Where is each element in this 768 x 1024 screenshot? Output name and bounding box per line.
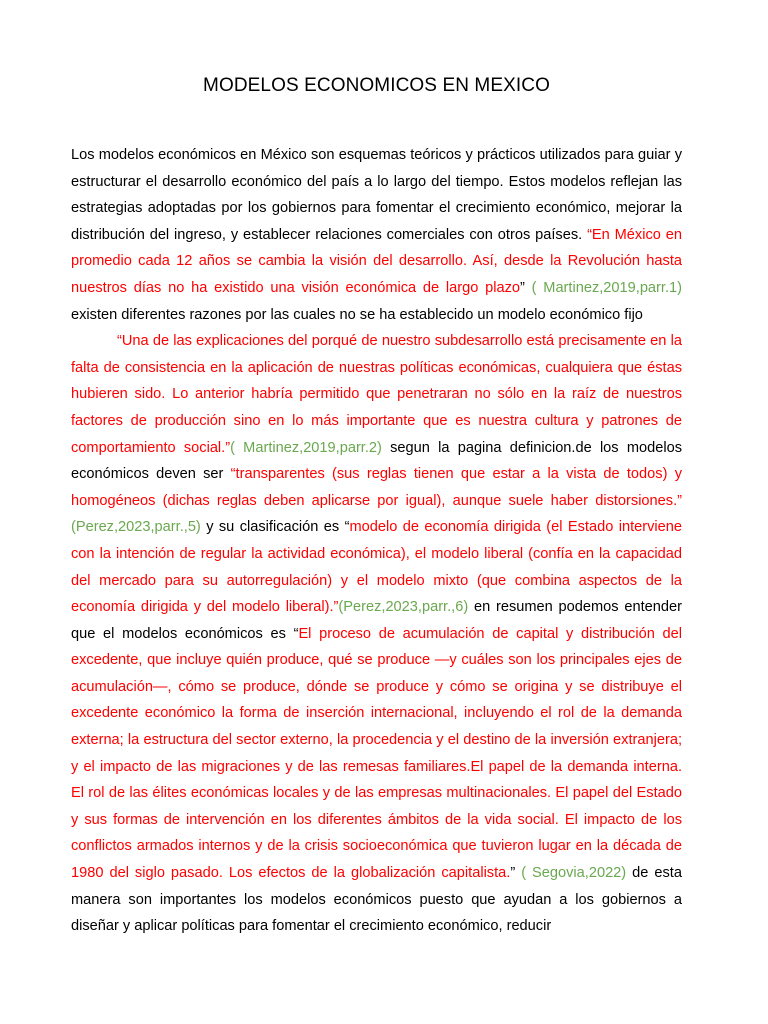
body-text: Los modelos económicos en México son esquemas teóricos y prácticos utilizados para guiar y estructurar el desarrollo económico del país a lo largo del tiempo. Estos modelos reflejan las estrategias adoptadas por los gobiernos para fomentar el crecimiento económico, mejorar la distribución del ingreso, y establecer relaciones comerciales con otros países.: [71, 147, 682, 243]
citation: (Perez,2023,parr.,6): [338, 599, 469, 616]
body-text: existen diferentes razones por las cuales no se ha establecido un modelo económico fijo: [71, 306, 643, 323]
page-title: MODELOS ECONOMICOS EN MEXICO: [203, 75, 550, 96]
body-text: y su clasificación es “: [200, 519, 350, 536]
paragraph-intro: [71, 142, 682, 328]
body-text: en resumen podemos entender que el modelos económicos es “: [71, 599, 682, 642]
citation: ( Martinez,2019,parr.2): [230, 439, 382, 456]
quote-text: modelo de economía dirigida (el Estado interviene con la intención de regular la actividad económica), el modelo liberal (confía en la capacidad del mercado para su autorregulación) y el modelo mixto (que combina aspectos de la economía dirigida y del modelo liberal).”: [71, 519, 683, 616]
quote-text: “En México en promedio cada 12 años se cambia la visión del desarrollo. Así, desde la Revolución hasta nuestros días no ha existido una visión económica de largo plazo: [71, 226, 682, 296]
quote-text: “Una de las explicaciones del porqué de nuestro subdesarrollo está precisamente en la falta de consistencia en la aplicación de nuestras políticas económicas, cualquiera que éstas hubieren sido. Lo anterior habría permitido que penetraran no sólo en la raíz de nuestros factores de producción sino en lo más importante que es nuestra cultura y patrones de comportamiento social.”: [71, 333, 682, 456]
citation: ( Segovia,2022): [521, 865, 627, 882]
paragraph-main: [71, 328, 682, 940]
citation: ( Martinez,2019,parr.1): [531, 279, 682, 296]
citation: (Perez,2023,parr.,5): [71, 519, 201, 536]
quote-text: “transparentes (sus reglas tienen que estar a la vista de todos) y homogéneos (dichas reglas deben aplicarse por igual), aunque suele haber distorsiones.”: [71, 466, 682, 509]
body-text: ”: [510, 865, 522, 882]
body-text: ”: [520, 279, 532, 296]
body-text: segun la pagina definicion.de los modelos económicos deven ser: [71, 439, 682, 483]
quote-text: El proceso de acumulación de capital y distribución del excedente, que incluye quién produce, qué se produce —y cuáles son los principales ejes de acumulación—, cómo se produce, dónde se produce y cómo se origina y se distribuye el excedente económico la forma de inserción internacional, incluyendo el rol de la demanda externa; la estructura del sector externo, la procedencia y el destino de la inversión extranjera; y el impacto de las migraciones y de las remesas familiares.El papel de la demanda interna. El rol de las élites económicas locales y de las empresas multinacionales. El papel del Estado y sus formas de intervención en los diferentes ámbitos de la vida social. El impacto de los conflictos armados internos y de la crisis socioeconómica que tuvieron lugar en la década de 1980 del siglo pasado. Los efectos de la globalización capitalista.: [71, 625, 682, 882]
body-text: de esta manera son importantes los modelos económicos puesto que ayudan a los gobiernos a diseñar y aplicar políticas para fomentar el crecimiento económico, reducir: [71, 865, 682, 935]
